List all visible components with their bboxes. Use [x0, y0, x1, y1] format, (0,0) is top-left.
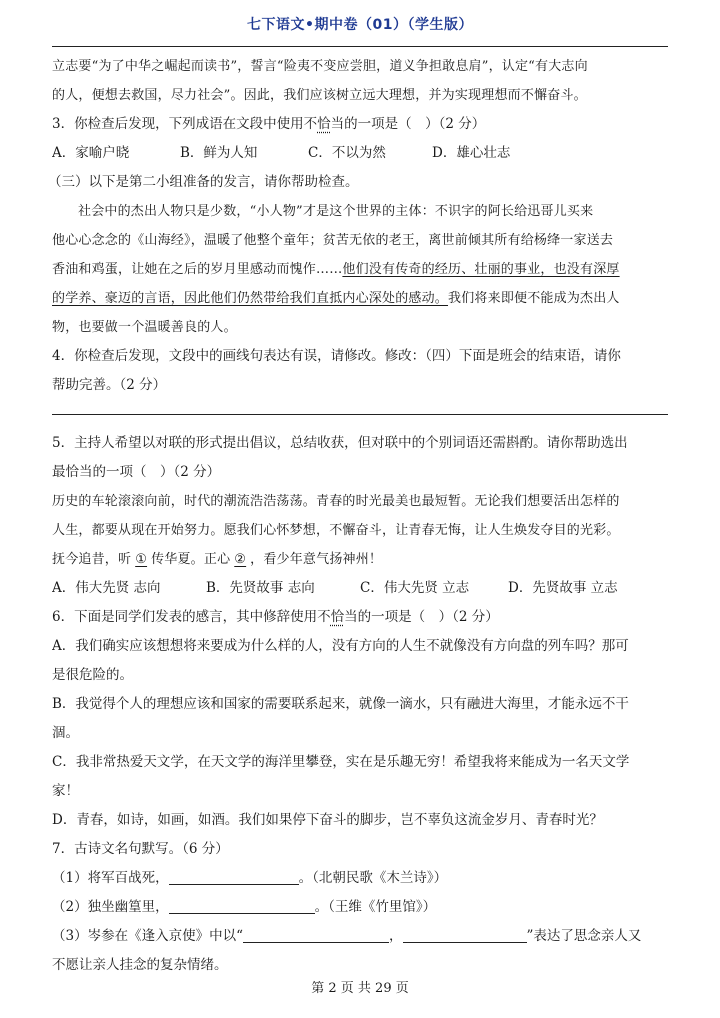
fill-blank[interactable]: [243, 926, 389, 943]
emphasis-char: 恰: [317, 116, 331, 132]
page-title: 七下语文•期中卷（01）（学生版）: [247, 17, 473, 33]
option-c-cont: 家！: [52, 783, 79, 799]
fill-blank[interactable]: [169, 868, 299, 885]
question-6: [52, 603, 668, 632]
answer-line[interactable]: [52, 400, 668, 429]
text-segment: 香油和鸡蛋，让她在之后的岁月里感动而愧作……: [52, 262, 343, 277]
document-body: [48, 52, 668, 980]
page-number: 第 2 页 共 29 页: [311, 981, 409, 996]
option-a: A．家喻户晓: [52, 145, 130, 161]
question-5: 5．主持人希望以对联的形式提出倡议，总结收获，但对联中的个别词语还需斟酌。请你帮助选出: [52, 435, 628, 451]
question-text: 当的一项是（ ）（2 分）: [330, 116, 486, 132]
q3-options: [52, 139, 668, 168]
paragraph-line: 人生，都要从现在开始努力。愿我们心怀梦想，不懈奋斗，让青春无悔，让人生焕发夺目的光彩。: [52, 523, 620, 538]
option-d: D．雄心壮志: [432, 145, 511, 161]
q7-item-2: [52, 893, 668, 922]
q7-item-1: [52, 864, 668, 893]
paragraph-line: 物，也要做一个温暖善良的人。: [52, 320, 237, 335]
separator: ，: [389, 928, 403, 944]
prompt-text: （1）将军百战死，: [52, 870, 169, 886]
emphasis-char: 恰: [330, 609, 345, 625]
option-b: B．我觉得个人的理想应该和国家的需要联系起来，就像一滴水，只有融进大海里，才能永远不干: [52, 696, 629, 712]
question-text: 3．你检查后发现，下列成语在文段中使用不: [52, 116, 318, 132]
option-a: A．伟大先贤 志向: [52, 580, 161, 596]
question-text: 6．下面是同学们发表的感言，其中修辞使用不: [52, 609, 331, 625]
q7-item-3-cont: 不愿让亲人挂念的复杂情绪。: [52, 957, 228, 973]
option-c: C．伟大先贤 立志: [360, 580, 470, 596]
paragraph-line: 他心心念念的《山海经》，温暖了他整个童年；贫苦无依的老王，离世前倾其所有给杨绛一家送去: [52, 233, 614, 248]
fill-blank[interactable]: [169, 897, 315, 914]
paragraph-line: [52, 545, 668, 574]
paragraph-line: 历史的车轮滚滚向前，时代的潮流浩浩荡荡。青春的时光最美也最短暂。无论我们想要活出怎样的: [52, 494, 620, 509]
text-segment: 抚今追昔，听: [52, 552, 132, 567]
paragraph-line: 立志要“为了中华之崛起而读书”，誓言“险夷不变应尝胆，道义争担敢息肩”，认定“有大志向: [52, 59, 588, 74]
underlined-sentence: 他们没有传奇的经历、壮丽的事业，也没有深厚: [342, 262, 620, 277]
underlined-sentence: 的学养、豪迈的言语，因此他们仍然带给我们直抵内心深处的感动。: [52, 291, 449, 306]
q5-options: [52, 574, 668, 603]
header-divider: [52, 46, 668, 47]
question-5-cont: 最恰当的一项（ ）（2 分）: [52, 464, 221, 480]
question-4: 4．你检查后发现，文段中的画线句表达有误，请修改。修改：（四）下面是班会的结束语，请你: [52, 348, 621, 364]
prompt-text: ”表达了思念亲人又: [526, 928, 642, 944]
fill-blank[interactable]: [403, 926, 527, 943]
option-a-cont: 是很危险的。: [52, 667, 133, 683]
option-b-cont: 涸。: [52, 725, 79, 741]
option-b: B．鲜为人知: [180, 145, 258, 161]
text-segment: 我们将来即便不能成为杰出人: [448, 291, 620, 306]
option-a: A．我们确实应该想想将来要成为什么样的人，没有方向的人生不就像没有方向盘的列车吗？那可: [52, 638, 629, 654]
option-c: C．不以为然: [308, 145, 386, 161]
blank-2: ②: [234, 552, 247, 567]
q7-item-3: [52, 922, 668, 951]
text-segment: ，看少年意气扬神州！: [250, 552, 383, 567]
question-4-cont: 帮助完善。（2 分）: [52, 377, 167, 393]
paragraph-line: [52, 255, 668, 284]
option-d: D．先贤故事 立志: [508, 580, 618, 596]
question-text: 当的一项是（ ）（2 分）: [344, 609, 499, 625]
question-3: [52, 110, 668, 139]
option-c: C．我非常热爱天文学，在天文学的海洋里攀登，实在是乐趣无穷！希望我将来能成为一名天文学: [52, 754, 630, 770]
option-d: D．青春，如诗，如画，如酒。我们如果停下奋斗的脚步，岂不辜负这流金岁月、青春时光？: [52, 812, 603, 828]
blank-1: ①: [135, 552, 148, 567]
text-segment: 传华夏。正心: [151, 552, 231, 567]
paragraph-line: 的人，便想去救国，尽力社会”。因此，我们应该树立远大理想，并为实现理想而不懈奋斗。: [52, 88, 587, 103]
prompt-text: （2）独坐幽篁里，: [52, 899, 169, 915]
option-b: B．先贤故事 志向: [206, 580, 315, 596]
paragraph-line: [52, 284, 668, 313]
prompt-text: （3）岑参在《逢入京使》中以“: [52, 928, 243, 944]
paragraph-line: 社会中的杰出人物只是少数，“小人物”才是这个世界的主体：不识字的阿长给迅哥儿买来: [78, 204, 594, 219]
source-text: 。（北朝民歌《木兰诗》）: [298, 870, 448, 886]
section-heading: （三）以下是第二小组准备的发言，请你帮助检查。: [48, 174, 359, 190]
source-text: 。（王维《竹里馆》）: [314, 899, 437, 915]
question-7: 7．古诗文名句默写。（6 分）: [52, 841, 229, 857]
